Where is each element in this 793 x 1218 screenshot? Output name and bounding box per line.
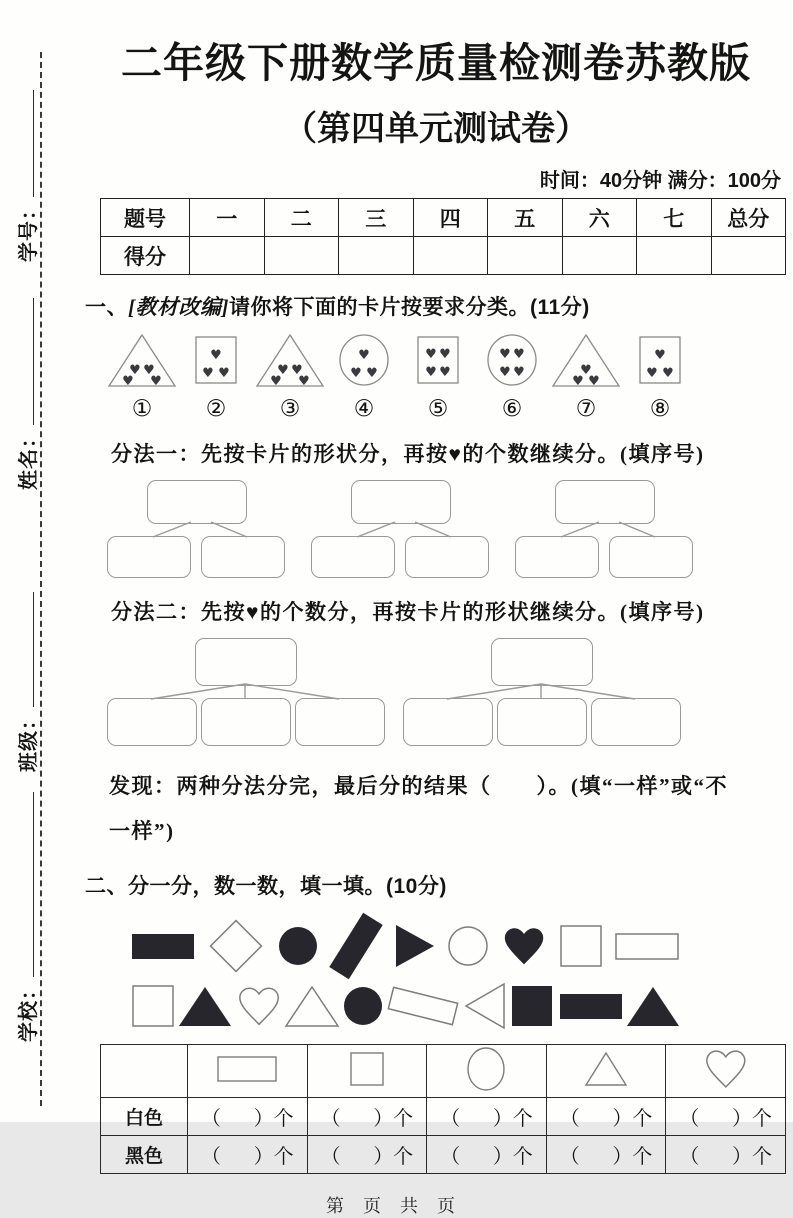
svg-text:♥: ♥ [202,366,214,381]
school-write-line[interactable] [19,792,34,977]
svg-text:♥: ♥ [439,347,451,362]
card-number: ① [131,396,153,422]
card-number: ② [205,396,227,422]
student-id-write-line[interactable] [19,90,34,197]
svg-text:♥: ♥ [277,363,289,378]
white-square-shape [557,922,605,970]
answer-box-child[interactable] [497,698,587,746]
score-blank-cell[interactable] [339,237,414,275]
count-table-corner-cell [101,1045,188,1098]
triangle-card-shape [549,331,623,389]
column-header-circle-icon [427,1045,547,1098]
blank-close-paren: ）个 [492,1108,533,1131]
count-table-header-row [101,1045,786,1098]
svg-text:♥: ♥ [580,363,592,378]
question-2-heading [85,870,787,900]
score-header-cell: 一 [190,199,265,237]
svg-text:♥: ♥ [122,374,134,389]
black-rect-shape [129,924,197,968]
card-number: ⑥ [501,396,523,422]
shapes-scatter [129,908,681,1032]
count-blank-cell-black-square[interactable] [307,1136,427,1174]
score-header-cell: 三 [339,199,414,237]
card-number: ⑦ [575,396,597,422]
white-rect-shape [613,924,681,968]
black-heart-shape [499,923,549,969]
row-label-white: 白色 [101,1098,188,1136]
card-number: ③ [279,396,301,422]
svg-text:♥: ♥ [499,347,511,362]
shapes-row-1 [129,908,681,984]
page-title: 二年级下册数学质量检测卷苏教版 [121,40,751,86]
blank-close-paren: ）个 [373,1146,414,1169]
count-blank-cell-white-rectangle[interactable] [188,1098,308,1136]
score-header-label: 题号 [101,199,190,237]
white-triangle-left-shape [462,980,508,1032]
count-blank-cell-white-circle[interactable] [427,1098,547,1136]
count-blank-cell-white-heart[interactable] [666,1098,786,1136]
circle-icon [465,1046,507,1092]
school-label: 学校： [17,979,40,1042]
black-rect-slant-steep-shape [328,908,384,984]
svg-text:♥: ♥ [210,348,222,363]
blank-close-paren: ）个 [492,1146,533,1169]
black-circle-shape [341,984,385,1028]
blank-open-paren: （ [679,1146,700,1169]
card-circle [327,331,401,422]
score-header-cell: 七 [637,199,712,237]
answer-box-child[interactable] [201,698,291,746]
blank-close-paren: ）个 [612,1146,653,1169]
question-1-number: 一、 [85,296,128,319]
card-triangle [253,331,327,422]
question-1-title: 请你将下面的卡片按要求分类。(11分) [229,296,590,319]
discovery-text [109,764,787,854]
answer-box-child[interactable] [515,536,599,578]
answer-box-child[interactable] [295,698,385,746]
answer-box-parent[interactable] [147,480,247,524]
question-1-tag: [教材改编] [128,295,229,319]
shapes-row-2 [129,980,681,1032]
page-subtitle: （第四单元测试卷） [283,110,589,148]
card-number: ⑤ [427,396,449,422]
method-2-text: 分法二：先按♥的个数分，再按卡片的形状继续分。(填序号) [111,600,705,624]
classification-tree [311,480,489,580]
score-header-cell: 五 [488,199,563,237]
svg-text:♥: ♥ [513,347,525,362]
score-header-cell: 总分 [711,199,786,237]
answer-box-parent[interactable] [491,638,593,686]
count-blank-cell-white-triangle[interactable] [546,1098,666,1136]
score-table [100,198,786,275]
score-header-cell: 二 [264,199,339,237]
score-value-row [101,237,786,275]
white-heart-shape [234,983,284,1029]
count-table [100,1044,786,1174]
rectangle-icon [216,1055,278,1083]
cards-row [105,331,695,422]
svg-text:♥: ♥ [218,366,230,381]
answer-box-parent[interactable] [195,638,297,686]
black-circle-shape [276,924,320,968]
class-write-line[interactable] [19,592,34,707]
sidebar-field-student-id [12,90,40,262]
classification-tree [403,638,679,748]
card-number: ④ [353,396,375,422]
count-table-row-black [101,1136,786,1174]
score-blank-cell[interactable] [562,237,637,275]
white-square-shape [129,982,177,1030]
card-triangle [549,331,623,422]
score-blank-cell[interactable] [637,237,712,275]
score-header-cell: 四 [413,199,488,237]
triangle-card-shape [105,331,179,389]
black-rect-shape [557,984,625,1028]
svg-text:♥: ♥ [143,363,155,378]
svg-text:♥: ♥ [588,374,600,389]
svg-text:♥: ♥ [662,366,674,381]
blank-open-paren: （ [440,1108,461,1131]
method-1-text: 分法一：先按卡片的形状分，再按♥的个数继续分。(填序号) [111,442,705,466]
card-square [401,331,475,422]
svg-text:♥: ♥ [439,365,451,380]
answer-box-child[interactable] [609,536,693,578]
triangle-card-shape [253,331,327,389]
svg-text:♥: ♥ [425,347,437,362]
blank-close-paren: ）个 [612,1108,653,1131]
answer-box-child[interactable] [405,536,489,578]
score-blank-cell[interactable] [413,237,488,275]
black-triangle-right-shape [392,921,438,971]
classification-tree [515,480,693,580]
score-header-cell: 六 [562,199,637,237]
count-table-row-white [101,1098,786,1136]
column-header-rectangle-icon [188,1045,308,1098]
blank-open-paren: （ [679,1108,700,1131]
answer-box-child[interactable] [201,536,285,578]
classification-tree [107,638,383,748]
svg-text:♥: ♥ [150,374,162,389]
circle-card-shape [475,331,549,389]
name-label: 姓名： [17,427,40,490]
exam-meta: 时间：40分钟 满分：100分 [539,170,781,192]
sidebar-field-school [12,792,40,1042]
blank-open-paren: （ [320,1146,341,1169]
classification-tree [107,480,285,580]
column-header-square-icon [307,1045,427,1098]
black-square-shape [508,982,556,1030]
svg-text:♥: ♥ [499,365,511,380]
blank-open-paren: （ [559,1146,580,1169]
sidebar-field-name [12,298,40,490]
count-blank-cell-white-square[interactable] [307,1098,427,1136]
card-square [179,331,253,422]
triangle-icon [584,1050,628,1088]
blank-open-paren: （ [201,1108,221,1131]
answer-box-parent[interactable] [555,480,655,524]
answer-box-child[interactable] [107,698,197,746]
score-row-label: 得分 [101,237,190,275]
question-1-heading [85,291,787,321]
svg-text:♥: ♥ [646,366,658,381]
blank-open-paren: （ [320,1108,341,1131]
student-id-label: 学号： [17,199,40,262]
blank-close-paren: ）个 [732,1146,772,1169]
question-2-title: 分一分，数一数，填一填。(10分) [128,875,447,899]
method-1-trees [107,480,787,580]
count-blank-cell-black-circle[interactable] [427,1136,547,1174]
blank-close-paren: ）个 [253,1146,294,1169]
card-triangle [105,331,179,422]
blank-close-paren: ）个 [373,1108,414,1131]
method-2-trees [107,638,787,748]
answer-box-child[interactable] [107,536,191,578]
blank-open-paren: （ [440,1146,461,1169]
count-blank-cell-black-heart[interactable] [666,1136,786,1174]
svg-text:♥: ♥ [291,363,303,378]
white-triangle-shape [284,983,340,1029]
svg-text:♥: ♥ [366,366,378,381]
circle-card-shape [327,331,401,389]
card-number: ⑧ [649,396,671,422]
black-triangle-shape [177,983,233,1029]
score-blank-cell[interactable] [190,237,265,275]
square-card-shape [179,331,253,389]
count-blank-cell-black-triangle[interactable] [546,1136,666,1174]
svg-text:♥: ♥ [270,374,282,389]
blank-close-paren: ）个 [253,1108,294,1131]
answer-box-child[interactable] [311,536,395,578]
answer-box-child[interactable] [403,698,493,746]
white-circle-shape [446,924,490,968]
white-diamond-shape [205,915,267,977]
page-footer: 第 页 共 页 [325,1196,462,1217]
score-blank-cell[interactable] [488,237,563,275]
column-header-triangle-icon [546,1045,666,1098]
answer-box-child[interactable] [591,698,681,746]
class-label: 班级： [17,709,40,772]
svg-text:♥: ♥ [425,365,437,380]
svg-text:♥: ♥ [513,365,525,380]
answer-box-parent[interactable] [351,480,451,524]
blank-open-paren: （ [201,1146,221,1169]
svg-text:♥: ♥ [572,374,584,389]
blank-open-paren: （ [559,1108,580,1131]
svg-text:♥: ♥ [654,348,666,363]
heart-icon [702,1047,750,1091]
square-card-shape [623,331,697,389]
svg-text:♥: ♥ [298,374,310,389]
svg-text:♥: ♥ [350,366,362,381]
question-2-number: 二、 [85,875,128,899]
row-label-black: 黑色 [101,1136,188,1174]
score-blank-cell[interactable] [264,237,339,275]
svg-text:♥: ♥ [358,348,370,363]
black-triangle-shape [625,983,681,1029]
svg-text:♥: ♥ [129,363,141,378]
card-square [623,331,697,422]
blank-close-paren: ）个 [732,1108,772,1131]
white-rect-slant-shape [385,980,461,1032]
sidebar-field-class [12,592,40,772]
column-header-heart-icon [666,1045,786,1098]
score-blank-cell[interactable] [711,237,786,275]
square-card-shape [401,331,475,389]
name-write-line[interactable] [19,298,34,425]
discovery-line-2: 一样”) [109,819,175,844]
square-icon [349,1051,385,1087]
score-header-row [101,199,786,237]
discovery-line-1: 发现：两种分法分完，最后分的结果（ ）。(填“一样”或“不 [109,774,728,798]
card-circle [475,331,549,422]
count-blank-cell-black-rectangle[interactable] [188,1136,308,1174]
